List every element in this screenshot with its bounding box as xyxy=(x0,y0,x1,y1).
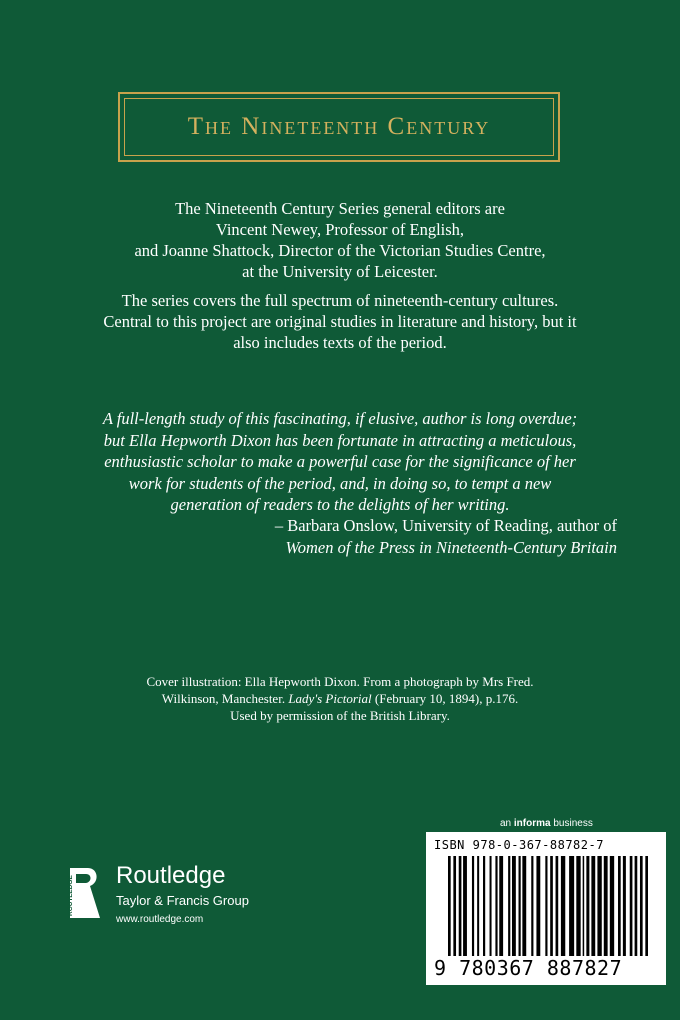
barcode-bar xyxy=(448,856,451,956)
barcode-bar xyxy=(597,856,601,956)
editors-line: and Joanne Shattock, Director of the Victorian Studies Centre, xyxy=(134,241,546,260)
barcode-bar xyxy=(576,856,580,956)
barcode-bar xyxy=(583,856,585,956)
description-line: also includes texts of the period. xyxy=(233,333,447,352)
editors-line: at the University of Leicester. xyxy=(242,262,438,281)
editors-paragraph xyxy=(40,198,640,282)
quote-line: but Ella Hepworth Dixon has been fortunate in attracting a meticulous, xyxy=(103,430,577,450)
editors-line: Vincent Newey, Professor of English, xyxy=(215,220,465,239)
barcode-bar xyxy=(550,856,553,956)
series-title: The Nineteenth Century xyxy=(187,113,491,140)
series-title-frame xyxy=(118,92,560,162)
barcode-bar xyxy=(561,856,565,956)
barcode-bar xyxy=(459,856,462,956)
logo-spine-text: ROUTLEDGE xyxy=(67,875,74,916)
editors-line: The Nineteenth Century Series general editors are xyxy=(175,199,505,218)
barcode-bar xyxy=(463,856,467,956)
publisher-logo xyxy=(68,858,268,938)
informa-brand: informa xyxy=(513,818,551,829)
barcode-bar xyxy=(522,856,526,956)
quote-line: enthusiastic scholar to make a powerful case for the significance of her xyxy=(104,452,576,471)
credit-line: Used by permission of the British Library. xyxy=(230,708,450,723)
isbn-digits: 9 780367 887827 xyxy=(434,956,623,980)
barcode-bar xyxy=(635,856,638,956)
review-quote xyxy=(30,408,650,516)
barcode-bar xyxy=(645,856,648,956)
publisher-name: Routledge xyxy=(116,862,226,889)
barcode-bar xyxy=(569,856,574,956)
attribution-author: – Barbara Onslow, University of Reading, author of xyxy=(274,516,617,535)
barcode-bars xyxy=(448,856,648,956)
quote-line: work for students of the period, and, in doing so, to tempt a new xyxy=(128,473,552,493)
barcode-bar xyxy=(472,856,474,956)
quote-attribution xyxy=(275,515,617,558)
attribution-book-title: Women of the Press in Nineteenth-Century Britain xyxy=(285,537,617,557)
barcode-bar xyxy=(610,856,614,956)
barcode-bar xyxy=(531,856,533,956)
barcode-bar xyxy=(477,856,479,956)
credit-line xyxy=(100,690,580,707)
barcode-bar xyxy=(640,856,643,956)
barcode-bar xyxy=(483,856,485,956)
description-line: Central to this project are original studies in literature and history, but it xyxy=(103,312,577,331)
informa-prefix: an xyxy=(500,818,514,829)
barcode-bar xyxy=(591,856,595,956)
barcode-bar xyxy=(508,856,510,956)
barcode-bar xyxy=(499,856,503,956)
barcode-bar xyxy=(604,856,608,956)
barcode-bar xyxy=(512,856,516,956)
informa-business-tag xyxy=(500,818,593,829)
barcode-bar xyxy=(618,856,621,956)
barcode-bar xyxy=(545,856,547,956)
series-description xyxy=(40,290,640,353)
barcode-bar xyxy=(623,856,626,956)
barcode-bar xyxy=(490,856,492,956)
isbn-barcode xyxy=(426,832,666,985)
barcode-bar xyxy=(453,856,456,956)
quote-line: A full-length study of this fascinating, if elusive, author is long overdue; xyxy=(102,409,578,428)
cover-illustration-credit xyxy=(100,673,580,724)
barcode-bar xyxy=(586,856,589,956)
barcode-bar xyxy=(556,856,559,956)
credit-text: (February 10, 1894), p.176. xyxy=(371,691,519,706)
isbn-label: ISBN 978-0-367-88782-7 xyxy=(434,838,604,852)
informa-suffix: business xyxy=(550,818,593,829)
barcode-bar xyxy=(630,856,633,956)
barcode-bar xyxy=(495,856,497,956)
credit-line: Cover illustration: Ella Hepworth Dixon. From a photograph by Mrs Fred. xyxy=(146,674,534,689)
credit-text: Wilkinson, Manchester. xyxy=(161,691,289,706)
barcode-bar xyxy=(519,856,521,956)
routledge-logo-icon xyxy=(68,866,102,920)
barcode-bar xyxy=(536,856,540,956)
quote-line: generation of readers to the delights of her writing. xyxy=(170,495,510,514)
publisher-group: Taylor & Francis Group xyxy=(116,893,249,908)
credit-publication: Lady's Pictorial xyxy=(288,691,372,706)
description-line: The series covers the full spectrum of nineteenth-century cultures. xyxy=(121,291,559,310)
publisher-url: www.routledge.com xyxy=(116,914,204,925)
